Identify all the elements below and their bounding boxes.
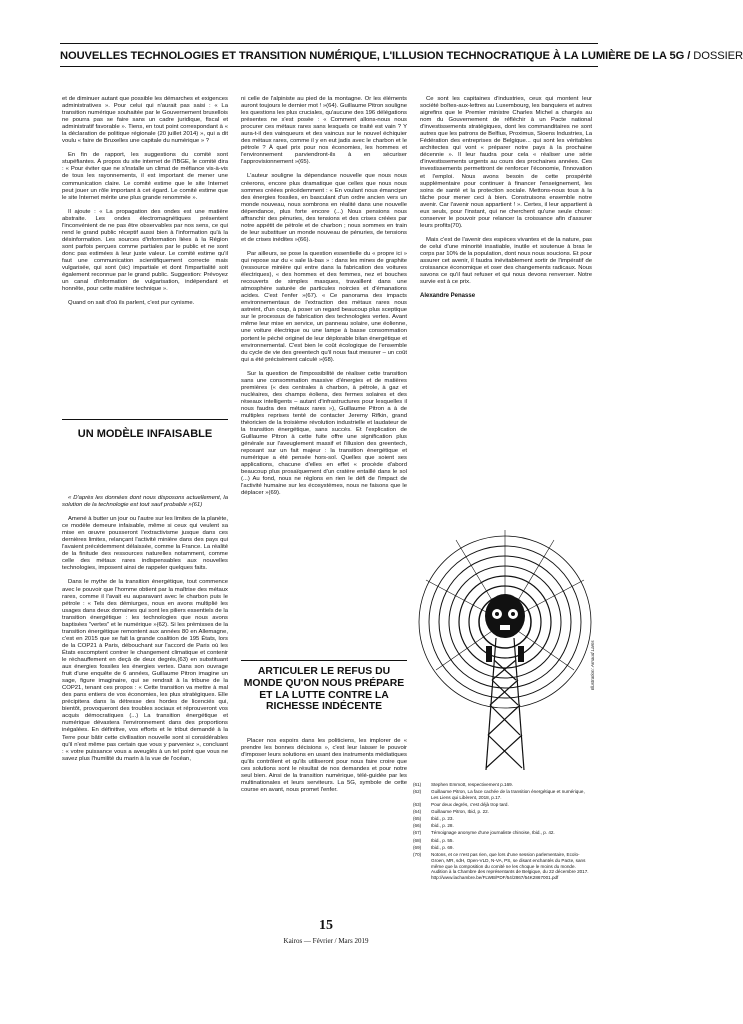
footnote-number: (62) xyxy=(413,789,422,795)
paragraph: L'auteur souligne la dépendance nouvelle que nous nous créerons, encore plus dramatique que celles que nous nous sommes créées précédemment : « En voulant nous émanciper des énergies fossiles, en basculant d'un ordre ancien vers un monde nouveau, nous sombrons en réalité dans une nouvelle dépendance, plus forte encore (...) Nous pensions nous affranchir des pénuries, des tensions et des crises créées par notre appétit de pétrole et de charbon ; nous sommes en train de leur substituer un monde nouveau de pénuries, de tensions et de crises inédites »(66). xyxy=(241,173,407,243)
footnote xyxy=(413,789,591,801)
footnote xyxy=(413,809,591,815)
paragraph: Sur la question de l'impossibilité de réaliser cette transition sans une consommation massive d'énergies et de matières premières (« des centrales à charbon, à pétrole, à gaz et nucléaires, des champs éoliens, des fermes solaires et des réseaux intelligents – autant d'infrastructures pour lesquelles il nous faudra des métaux rares »), Guillaume Pitron a à de multiples reprises tenté de contacter Jeremy Rifkin, grand théoricien de la troisième révolution industrielle et laudateur de la transition énergétique, sans succès. Et l'explication de Guillaume Pitron à cette fuite offre une signification plus générale sur l'aveuglement massif et l'illusion des greentech, reposant sur un fait majeur : la transition énergétique et numérique a été pensée hors-sol. Quelles que soient ses applications, chacune d'elles en effet « procède d'abord beaucoup plus prosaïquement d'un cratère entaillé dans le sol (...) Au fond, nous ne réglons en rien le défi de l'impact de l'activité humaine sur les écosystèmes, nous ne faisons que le déplacer »(69). xyxy=(241,370,407,497)
subheading-rule xyxy=(62,419,228,420)
header-rule-bottom xyxy=(60,66,598,67)
subheading-infaisable: UN MODÈLE INFAISABLE xyxy=(77,428,213,440)
illustration-credit: Illustration: Arnaud Lams xyxy=(590,640,595,690)
footnote-text: Ibid., p. 23. xyxy=(431,816,454,822)
footnote xyxy=(413,845,591,851)
footnote-number: (69) xyxy=(413,844,422,850)
footnote-number: (70) xyxy=(413,851,422,857)
footnote xyxy=(413,830,591,836)
paragraph: Mais c'est de l'avenir des espèces vivantes et de la nature, pas de celui d'une minorité insatiable, inutile et soutenue à bras le corps par 10% de la population, dont nous nous soucions. Et pour assurer cet avenir, il faudra inévitablement sortir de l'impératif de croissance économique et oser des changements radicaux. Nous savons ce qu'il faut refuser et qui nous devons renverser. Notre survie est à ce prix. xyxy=(420,236,592,286)
column-3 xyxy=(420,96,592,307)
paragraph: Il ajoute : « La propagation des ondes est une matière abstraite. Les ondes électromagnétiques présentent l'inconvénient de ne pas être observables par nos sens, ce qui rend le grand public réceptif aussi bien à l'information qu'à la désinformation. Les sources d'information liées à la Région sont parfois perçues comme partiales par le public et ne sont donc pas estimées à leur juste valeur. Le comité estime qu'il faut une communication scientifiquement correcte mais vulgarisée, qui sont (sic) impartiale et dont l'impartialité soit également reconnue par le grand public. Suggestion: Prévoyez un canal d'information de vulgarisation, indépendant et honnête, pour cette matière technique ». xyxy=(62,208,228,293)
subheading-refus: ARTICULER LE REFUS DU MONDE QU'ON NOUS PRÉPARE ET LA LUTTE CONTRE LA RICHESSE INDÉCENTE xyxy=(243,666,405,713)
footnote-number: (66) xyxy=(413,823,422,829)
footnote-number: (63) xyxy=(413,802,422,808)
footnotes xyxy=(413,782,591,882)
paragraph: En fin de rapport, les suggestions du comité sont stupéfiantes. À propos du site internet de l'IBGE, le comité dira : « Pour éviter que ne s'installe un climat de méfiance vis-à-vis de tous les rayonnements, il est important de mener une communication claire. Le comité estime que le site Internet peut jouer un rôle important à cet égard. Le comité estime que le site Internet mérite une plus grande renommée ». xyxy=(62,152,228,201)
footnote xyxy=(413,782,591,788)
footnote-number: (68) xyxy=(413,837,422,843)
page-header: NOUVELLES TECHNOLOGIES ET TRANSITION NUMÉRIQUE, L'ILLUSION TECHNOCRATIQUE À LA LUMIÈRE DE LA 5G / DOSSIER xyxy=(60,50,743,62)
paragraph: et de diminuer autant que possible les démarches et exigences administratives ». Pour celui qui n'aurait pas saisi : « La transition numérique souhaitée par le Gouvernement bruxellois ne pourra pas se faire sans un cadre juridique, fiscal et administratif favorable ». Tiens, en tout point correspondant à « la déclaration de politique régionale (20 juillet 2014) », qui a dit voulu « faire de Bruxelles une capitale du numérique » ? xyxy=(62,96,228,145)
footnote-number: (61) xyxy=(413,782,422,787)
footnote-text: Ibid., p. 55. xyxy=(431,837,454,843)
footnote-text: Stephen Emmott, respectivement p.169. xyxy=(431,782,513,787)
paragraph: Placer nos espoirs dans les politiciens, les implorer de « prendre les bonnes décisions », c'est leur laisser le pouvoir d'imposer leurs solutions en usant des instruments médiatiques qu'ils contrôlent et qu'ils utiliseront pour nous faire croire que ces solutions sont le résultat de nos demandes et pour notre seul bien. Ainsi de la transition numérique, télé-guidée par les multinationales et leurs serviteurs. La 5G, symbole de cette course en avant, nous promet l'enfer. xyxy=(241,738,407,794)
column-1 xyxy=(62,96,228,314)
footnote-text: Notons, et ce n'est pas rien, que lors d'une session parlementaire, Ecolo-Groen, MR, sdH, Open-VLD, N-VA, PS, se disant enchantés du Pacte, sans même que la composition du comité ne les choque le moins du monde. Audition à la Chambre des représentants de Belgique, du 22 décembre 2017. http://www.lachambre.be/FLWB/PDF/54/2867/54K2867001.pdf xyxy=(431,851,589,881)
column-1-continued xyxy=(62,495,228,770)
paragraph: Ce sont les capitaines d'industries, ceux qui montent leur société boîtes-aux-lettres au Luxembourg, les banquiers et autres aigrefins que le Premier ministre Charles Michel a chargés au nom du Gouvernement de réfléchir à un Pacte national d'investissements stratégiques, dont les commanditaires ne sont autres que les patrons de Belfius, Proximus, Sioens Industries, La Fédération des entreprises de Belgique... qui sont les véritables architectes qui vont « préparer notre pays à la prochaine décennie ». Il leur faudra pour cela « réaliser une série d'investissements urgents au cours des prochaines années. Ces investissements permettront de renforcer l'économie, l'innovation et l'emploi. Nous avons besoin de cette prospérité supplémentaire pour continuer à financer l'enseignement, les soins de santé et la protection sociale. Mettons-nous tous à la tâche pour mener ceci à bien. Construisons ensemble notre avenir. Car l'avenir nous appartient ! ». Certes, il leur appartient à eux seuls, pour l'instant, qui ne cherchent qu'une seule chose: conserver le pouvoir pour relancer la croissance afin d'assurer leurs profits(70). xyxy=(420,96,592,229)
column-2 xyxy=(241,96,407,505)
epigraph: « D'après les données dont nous disposons actuellement, la solution de la technologie est tout sauf probable »(61) xyxy=(62,495,228,509)
footnote-text: Témoignage anonyme d'une journaliste chinoise, Ibid., p. 42. xyxy=(431,830,555,836)
footnote-number: (67) xyxy=(413,830,422,836)
footnote-number: (64) xyxy=(413,809,422,815)
paragraph: Amené à butter un jour ou l'autre sur les limites de la planète, ce modèle demeure infaisable, même si ceux qui veulent sa mise en œuvre pousseront l'extractivisme jusque dans ces dernières limites, relançant l'activité minière dans des pays qui l'avaient précédemment délaissée, comme la France. La réalité de la finitude des ressources naturelles notamment, comme celle des métaux rares indispensables aux nouvelles technologies, imposent ainsi de rappeler quelques faits. xyxy=(62,516,228,572)
footnote xyxy=(413,816,591,822)
footnote xyxy=(413,838,591,844)
footnote-number: (65) xyxy=(413,816,422,822)
subheading-rule xyxy=(241,660,407,661)
header-title: NOUVELLES TECHNOLOGIES ET TRANSITION NUMÉRIQUE, L'ILLUSION TECHNOCRATIQUE À LA LUMIÈRE DE LA 5G xyxy=(60,50,685,62)
illustration-5g-antenna xyxy=(416,510,594,770)
paragraph: Par ailleurs, se pose la question essentielle du « propre ici » qui repose sur du « sale là-bas » : dans les mines de graphite (ressource minière qui entre dans la fabrication des voitures électriques), « des hommes et des femmes, nez et bouches recouverts de simples masques, travaillent dans une atmosphère saturée de particules noircies et d'émanations acides. C'est l'enfer »(67). « Ce panorama des impacts environnementaux de l'extraction des métaux rares nous astreint, d'un coup, à poser un regard beaucoup plus sceptique sur le processus de fabrication des technologies vertes. Avant même leur mise en service, un panneau solaire, une éolienne, une voiture électrique ou une lampe à basse consommation portent le péché originel de leur déplorable bilan énergétique et environnemental. C'est bien le coût écologique de l'ensemble du cycle de vie des greentech qu'il nous faut mesurer – un coût qui a été précisément calculé »(68). xyxy=(241,250,407,363)
footnote-text: Pour deux degrés, c'est déjà trop tard. xyxy=(431,802,509,808)
paragraph: Dans le mythe de la transition énergétique, tout commence avec le pouvoir que l'homme obtient par la maîtrise des métaux rares, comme il l'avait eu auparavant avec le charbon puis le pétrole : « Tels des démiurges, nous en avons multiplié les usages dans deux domaines qui sont les piliers essentiels de la transition énergétique : les technologies que nous avons baptisées "vertes" et le numérique »(62). Si les prémisses de la transition énergétique remontent aux années 80 en Allemagne, c'est en 2015 que se fait la grande coalition de 195 États, lors de la COP21 à Paris, débouchant sur l'accord de Paris où les États escomptent contrer le changement climatique et contenir le réchauffement en deçà de deux degrés,(63) en substituant aux énergies fossiles les énergies vertes. Dans son ouvrage fruit d'une enquête de 6 années, Guillaume Pitron imagine un sage, figure imaginaire, qui se rendrait à la tribune de la COP21, tenant ces propos : « Cette transition va mettre à mal des pans entiers de vos économies, les plus stratégiques. Elle précipitera dans la détresse des hordes de licenciés qui, bientôt, provoqueront des troubles sociaux et réprouveront vos acquis démocratiques (...) La transition énergétique et numérique dévastera l'environnement dans des proportions inégalées. En définitive, vos efforts et le tribut demandé à la Terre pour bâtir cette civilisation nouvelle sont si considérables qu'il n'est même pas certain que vous y parveniez », concluant : « votre puissance vous a aveuglés à un tel point que vous ne savez plus l'humilité du marin à la vue de l'océan, xyxy=(62,579,228,762)
header-section: DOSSIER xyxy=(693,50,743,62)
paragraph: Quand on sait d'où ils parlent, c'est pur cynisme. xyxy=(68,300,195,307)
footnote xyxy=(413,823,591,829)
column-2-continued xyxy=(241,738,407,801)
author-signature: Alexandre Penasse xyxy=(420,293,476,300)
footnote xyxy=(413,802,591,808)
footnote-text: Ibid., p. 28. xyxy=(431,823,454,829)
header-rule-top xyxy=(60,43,598,44)
footnote-text: Ibid., p. 69. xyxy=(431,844,454,850)
paragraph: ni celle de l'alpiniste au pied de la montagne. Or les éléments auront toujours le dernier mot ! »(64). Guillaume Pitron souligne les questions les plus cruciales, qu'aucune des 196 délégations présentes ne s'est posée : « Comment allons-nous nous procurer ces métaux rares sans lesquels ce traité est vain ? Y aura-t-il des vainqueurs et des vaincus sur le nouvel échiquier des métaux rares, comme il y en eut jadis avec le charbon et le pétrole ? À quel prix pour nos économies, les hommes et l'environnement parviendront-ils à en sécuriser l'approvisionnement »(65). xyxy=(241,96,408,166)
footnote xyxy=(413,852,591,882)
page-number: 15 xyxy=(319,918,333,933)
footer-line: Kairos — Février / Mars 2019 xyxy=(283,937,369,945)
footnote-text: Guillaume Pitron, Ibid, p. 22. xyxy=(431,809,489,815)
footnote-text: Guillaume Pitron, La face cachée de la transition énergétique et numérique, Les Liens qui Libèrent, 2018, p.17. xyxy=(431,789,585,800)
